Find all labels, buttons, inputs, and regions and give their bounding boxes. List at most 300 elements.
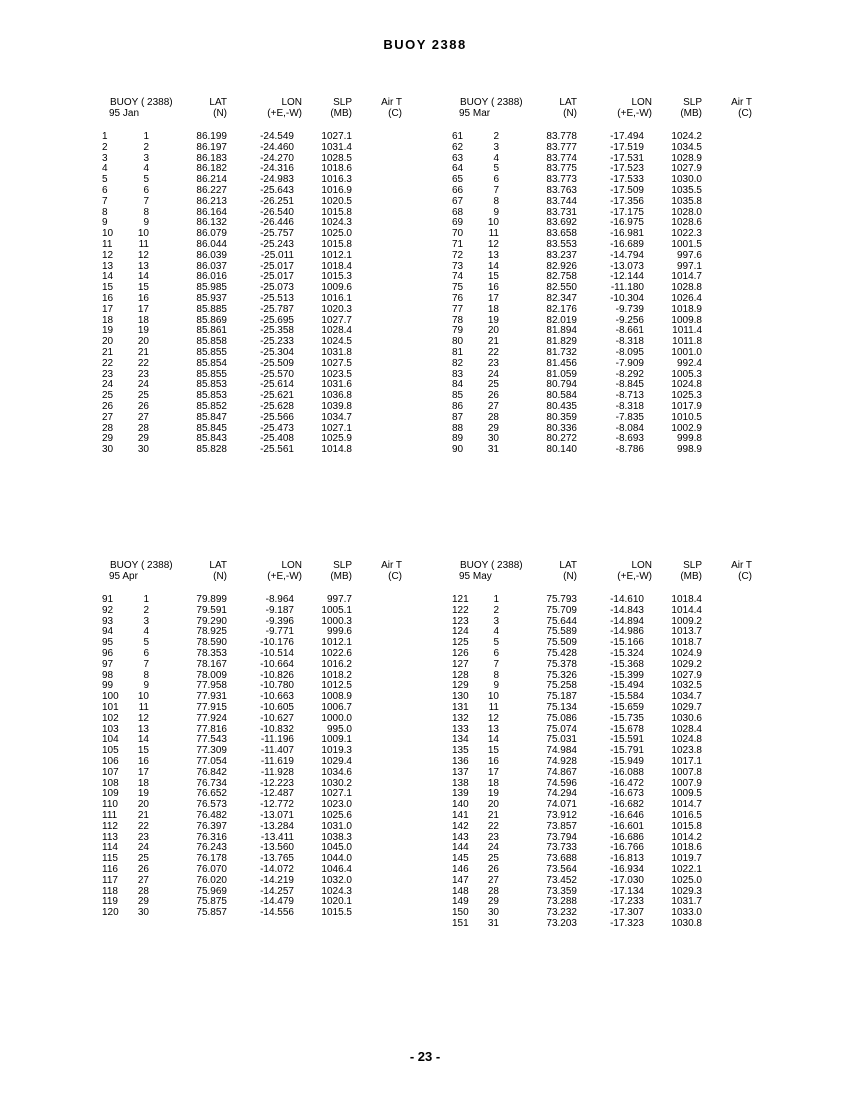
day-cell: 26 [137, 400, 149, 412]
table-row [102, 896, 472, 907]
day-of-year-cell: 5 [102, 174, 108, 186]
lat-cell: 75.258 [546, 680, 577, 692]
day-of-year-cell: 126 [452, 647, 469, 659]
table-row [452, 444, 822, 455]
day-of-year-cell: 73 [452, 260, 464, 272]
lon-cell: -17.509 [610, 184, 644, 196]
lat-cell: 76.178 [196, 853, 227, 865]
lat-cell: 80.359 [546, 411, 577, 423]
day-cell: 10 [487, 691, 499, 703]
table-row [452, 185, 822, 196]
lat-cell: 75.378 [546, 658, 577, 670]
day-of-year-cell: 141 [452, 809, 469, 821]
lat-cell: 78.167 [196, 658, 227, 670]
day-of-year-cell: 144 [452, 842, 469, 854]
table-row [452, 261, 822, 272]
table-row [452, 304, 822, 315]
slp-cell: 1028.9 [671, 152, 702, 164]
day-of-year-cell: 147 [452, 874, 469, 886]
lon-cell: -8.693 [615, 433, 644, 445]
day-of-year-cell: 134 [452, 734, 469, 746]
lon-cell: -16.682 [610, 799, 644, 811]
day-cell: 17 [487, 766, 499, 778]
slp-cell: 1006.7 [321, 701, 352, 713]
table-row [102, 185, 472, 196]
table-row [102, 810, 472, 821]
lon-cell: -25.408 [260, 433, 294, 445]
slp-cell: 1012.1 [321, 249, 352, 261]
lon-cell: -17.533 [610, 174, 644, 186]
lon-cell: -14.072 [260, 863, 294, 875]
air-temp-unit: (C) [388, 571, 402, 582]
day-cell: 12 [137, 249, 149, 261]
day-cell: 22 [137, 820, 149, 832]
slp-cell: 995.0 [326, 723, 352, 735]
day-cell: 7 [493, 184, 499, 196]
day-of-year-cell: 123 [452, 615, 469, 627]
slp-cell: 1027.9 [671, 163, 702, 175]
table-row [102, 163, 472, 174]
lat-cell: 77.309 [196, 745, 227, 757]
day-cell: 3 [493, 141, 499, 153]
lat-cell: 82.758 [546, 271, 577, 283]
day-cell: 30 [137, 907, 149, 919]
table-row [452, 670, 822, 681]
day-cell: 27 [137, 874, 149, 886]
table-row [102, 423, 472, 434]
table-row [452, 336, 822, 347]
day-of-year-cell: 13 [102, 260, 114, 272]
table-row [452, 217, 822, 228]
lon-cell: -8.292 [615, 368, 644, 380]
slp-cell: 1034.5 [671, 141, 702, 153]
table-row [102, 842, 472, 853]
slp-cell: 1016.5 [671, 809, 702, 821]
lon-cell: -16.646 [610, 809, 644, 821]
lon-unit: (+E,-W) [267, 571, 302, 582]
day-cell: 10 [487, 217, 499, 229]
lat-cell: 77.054 [196, 755, 227, 767]
day-of-year-cell: 7 [102, 195, 108, 207]
lon-cell: -10.663 [260, 691, 294, 703]
day-of-year-cell: 88 [452, 422, 464, 434]
day-cell: 28 [487, 885, 499, 897]
table-row [452, 315, 822, 326]
day-of-year-cell: 128 [452, 669, 469, 681]
day-cell: 14 [137, 271, 149, 283]
lon-header: LON [281, 97, 302, 108]
lon-cell: -15.659 [610, 701, 644, 713]
day-cell: 14 [487, 260, 499, 272]
table-row [452, 271, 822, 282]
day-of-year-cell: 26 [102, 400, 114, 412]
lon-cell: -25.017 [260, 260, 294, 272]
day-cell: 7 [143, 658, 149, 670]
day-of-year-cell: 11 [102, 238, 113, 250]
lat-cell: 74.928 [546, 755, 577, 767]
lat-cell: 85.828 [196, 444, 227, 456]
lat-unit: (N) [213, 571, 227, 582]
day-of-year-cell: 127 [452, 658, 469, 670]
lon-cell: -13.560 [260, 842, 294, 854]
lon-cell: -14.479 [260, 896, 294, 908]
day-cell: 4 [493, 626, 499, 638]
lat-cell: 78.009 [196, 669, 227, 681]
table-row [452, 131, 822, 142]
lon-cell: -25.513 [260, 292, 294, 304]
slp-header: SLP [333, 560, 352, 571]
lat-cell: 80.336 [546, 422, 577, 434]
lon-cell: -25.566 [260, 411, 294, 423]
lon-header: LON [631, 97, 652, 108]
day-cell: 10 [137, 691, 149, 703]
slp-cell: 1028.5 [321, 152, 352, 164]
day-cell: 30 [487, 907, 499, 919]
table-row [452, 832, 822, 843]
lat-cell: 75.875 [196, 896, 227, 908]
day-cell: 5 [493, 637, 499, 649]
day-cell: 20 [137, 799, 149, 811]
lon-cell: -16.689 [610, 238, 644, 250]
day-of-year-cell: 137 [452, 766, 469, 778]
lon-cell: -16.975 [610, 217, 644, 229]
buoy-label: BUOY ( 2388) [460, 97, 523, 108]
lat-cell: 82.019 [546, 314, 577, 326]
lon-cell: -25.243 [260, 238, 294, 250]
buoy-label: BUOY ( 2388) [110, 560, 173, 571]
slp-cell: 998.9 [676, 444, 702, 456]
day-of-year-cell: 17 [102, 303, 114, 315]
day-cell: 25 [487, 853, 499, 865]
lon-cell: -15.678 [610, 723, 644, 735]
table-row [102, 239, 472, 250]
lon-cell: -24.983 [260, 174, 294, 186]
lon-cell: -26.251 [260, 195, 294, 207]
day-of-year-cell: 71 [452, 238, 464, 250]
lat-header: LAT [559, 97, 577, 108]
lon-cell: -25.233 [260, 336, 294, 348]
slp-cell: 1025.0 [671, 874, 702, 886]
day-cell: 18 [137, 777, 149, 789]
table-row [102, 767, 472, 778]
day-cell: 7 [493, 658, 499, 670]
slp-cell: 1030.0 [671, 174, 702, 186]
lat-cell: 75.086 [546, 712, 577, 724]
day-of-year-cell: 69 [452, 217, 464, 229]
lon-cell: -9.187 [265, 604, 294, 616]
table-row [452, 142, 822, 153]
table-row [452, 821, 822, 832]
slp-cell: 1019.7 [671, 853, 702, 865]
table-row [452, 637, 822, 648]
lon-cell: -11.619 [260, 755, 294, 767]
day-of-year-cell: 109 [102, 788, 119, 800]
day-cell: 5 [493, 163, 499, 175]
table-row [452, 616, 822, 627]
slp-cell: 1001.5 [671, 238, 702, 250]
lat-cell: 75.187 [546, 691, 577, 703]
slp-cell: 1027.1 [321, 131, 352, 142]
table-row [452, 412, 822, 423]
lon-cell: -14.986 [610, 626, 644, 638]
lon-cell: -8.095 [615, 346, 644, 358]
day-cell: 6 [143, 647, 149, 659]
table-row [102, 153, 472, 164]
day-of-year-cell: 92 [102, 604, 114, 616]
day-cell: 3 [493, 615, 499, 627]
day-of-year-cell: 107 [102, 766, 119, 778]
day-of-year-cell: 62 [452, 141, 464, 153]
slp-cell: 1020.1 [321, 896, 352, 908]
lat-cell: 86.214 [196, 174, 227, 186]
lon-cell: -8.845 [615, 379, 644, 391]
day-cell: 8 [493, 195, 499, 207]
day-of-year-cell: 146 [452, 863, 469, 875]
slp-cell: 1016.3 [321, 174, 352, 186]
table-row [452, 369, 822, 380]
slp-cell: 1007.8 [671, 766, 702, 778]
day-cell: 6 [493, 647, 499, 659]
day-of-year-cell: 101 [102, 701, 119, 713]
slp-cell: 1038.3 [321, 831, 352, 843]
table-row [452, 626, 822, 637]
day-of-year-cell: 85 [452, 390, 464, 402]
slp-cell: 1014.2 [671, 831, 702, 843]
slp-cell: 1017.1 [671, 755, 702, 767]
lon-cell: -24.460 [260, 141, 294, 153]
day-cell: 8 [143, 206, 149, 218]
lat-cell: 85.861 [196, 325, 227, 337]
lat-cell: 86.039 [196, 249, 227, 261]
day-of-year-cell: 83 [452, 368, 464, 380]
day-of-year-cell: 68 [452, 206, 464, 218]
slp-cell: 1010.5 [671, 411, 702, 423]
day-of-year-cell: 121 [452, 594, 469, 605]
slp-unit: (MB) [330, 571, 352, 582]
lon-cell: -17.494 [610, 131, 644, 142]
day-cell: 19 [137, 325, 149, 337]
lon-cell: -25.787 [260, 303, 294, 315]
lon-cell: -13.411 [260, 831, 294, 843]
lat-cell: 73.232 [546, 907, 577, 919]
day-of-year-cell: 76 [452, 292, 464, 304]
lon-cell: -17.356 [610, 195, 644, 207]
table-row [452, 659, 822, 670]
lat-header: LAT [209, 560, 227, 571]
lon-cell: -10.780 [260, 680, 294, 692]
lon-cell: -15.494 [610, 680, 644, 692]
lon-cell: -25.621 [260, 390, 294, 402]
slp-cell: 1029.3 [671, 885, 702, 897]
slp-cell: 1028.8 [671, 282, 702, 294]
lon-cell: -10.514 [260, 647, 294, 659]
day-cell: 18 [137, 314, 149, 326]
day-cell: 26 [487, 390, 499, 402]
lat-cell: 75.793 [546, 594, 577, 605]
day-cell: 20 [487, 325, 499, 337]
table-row [452, 239, 822, 250]
slp-cell: 997.6 [676, 249, 702, 261]
lon-unit: (+E,-W) [617, 108, 652, 119]
lon-cell: -10.176 [260, 637, 294, 649]
lat-cell: 76.070 [196, 863, 227, 875]
day-of-year-cell: 6 [102, 184, 108, 196]
table-row [452, 886, 822, 897]
lon-cell: -16.981 [610, 228, 644, 240]
period-label: 95 May [459, 571, 492, 582]
slp-cell: 997.1 [676, 260, 702, 272]
lat-cell: 76.316 [196, 831, 227, 843]
lat-header: LAT [209, 97, 227, 108]
table-row [102, 724, 472, 735]
table-row [452, 691, 822, 702]
table-row [102, 756, 472, 767]
lat-cell: 80.272 [546, 433, 577, 445]
day-of-year-cell: 91 [102, 594, 114, 605]
table-row [452, 918, 822, 929]
table-row [102, 853, 472, 864]
table-row [452, 842, 822, 853]
day-of-year-cell: 130 [452, 691, 469, 703]
table-row [102, 886, 472, 897]
slp-cell: 1045.0 [321, 842, 352, 854]
lon-cell: -10.627 [260, 712, 294, 724]
lat-cell: 86.164 [196, 206, 227, 218]
lat-cell: 81.059 [546, 368, 577, 380]
day-cell: 8 [493, 669, 499, 681]
day-of-year-cell: 81 [452, 346, 464, 358]
lon-cell: -15.735 [610, 712, 644, 724]
slp-cell: 1034.6 [321, 766, 352, 778]
day-cell: 21 [487, 336, 499, 348]
period-label: 95 Mar [459, 108, 491, 119]
table-row [102, 433, 472, 444]
table-row [452, 788, 822, 799]
table-row [102, 369, 472, 380]
lat-cell: 85.985 [196, 282, 227, 294]
data-rows [102, 131, 472, 455]
slp-cell: 1028.6 [671, 217, 702, 229]
slp-cell: 1034.7 [671, 691, 702, 703]
slp-cell: 1018.9 [671, 303, 702, 315]
table-row [102, 788, 472, 799]
slp-cell: 1032.5 [671, 680, 702, 692]
day-of-year-cell: 135 [452, 745, 469, 757]
lat-cell: 83.773 [546, 174, 577, 186]
day-of-year-cell: 70 [452, 228, 464, 240]
day-of-year-cell: 111 [102, 809, 118, 821]
day-of-year-cell: 122 [452, 604, 469, 616]
lat-cell: 73.359 [546, 885, 577, 897]
table-row [452, 907, 822, 918]
air-temp-header: Air T [381, 97, 402, 108]
lat-cell: 86.079 [196, 228, 227, 240]
day-of-year-cell: 82 [452, 357, 464, 369]
slp-cell: 1027.5 [321, 357, 352, 369]
lon-cell: -25.073 [260, 282, 294, 294]
block-header [452, 97, 822, 119]
slp-cell: 1044.0 [321, 853, 352, 865]
lon-cell: -16.934 [610, 863, 644, 875]
table-row [452, 648, 822, 659]
table-row [102, 670, 472, 681]
lat-cell: 76.482 [196, 809, 227, 821]
day-of-year-cell: 19 [102, 325, 114, 337]
day-cell: 20 [137, 336, 149, 348]
day-of-year-cell: 112 [102, 820, 118, 832]
table-row [452, 734, 822, 745]
day-cell: 18 [487, 303, 499, 315]
lon-header: LON [631, 560, 652, 571]
table-row [102, 626, 472, 637]
slp-cell: 1046.4 [321, 863, 352, 875]
table-row [452, 896, 822, 907]
day-cell: 11 [138, 701, 149, 713]
table-row [452, 358, 822, 369]
slp-cell: 1029.2 [671, 658, 702, 670]
slp-cell: 1024.8 [671, 734, 702, 746]
day-cell: 29 [487, 896, 499, 908]
day-of-year-cell: 105 [102, 745, 119, 757]
lat-cell: 74.294 [546, 788, 577, 800]
day-cell: 18 [487, 777, 499, 789]
day-of-year-cell: 22 [102, 357, 114, 369]
air-temp-header: Air T [731, 97, 752, 108]
lon-cell: -12.144 [610, 271, 644, 283]
day-of-year-cell: 9 [102, 217, 108, 229]
day-cell: 24 [487, 842, 499, 854]
lat-cell: 76.734 [196, 777, 227, 789]
lon-cell: -7.835 [615, 411, 644, 423]
lon-cell: -13.073 [610, 260, 644, 272]
day-cell: 15 [137, 745, 149, 757]
slp-cell: 1029.4 [321, 755, 352, 767]
day-of-year-cell: 64 [452, 163, 464, 175]
day-cell: 20 [487, 799, 499, 811]
slp-cell: 1015.5 [321, 907, 352, 919]
day-cell: 23 [137, 368, 149, 380]
day-cell: 2 [143, 141, 149, 153]
lat-cell: 75.857 [196, 907, 227, 919]
lon-cell: -10.664 [260, 658, 294, 670]
slp-cell: 1035.5 [671, 184, 702, 196]
lat-cell: 77.915 [196, 701, 227, 713]
lon-cell: -25.358 [260, 325, 294, 337]
lat-cell: 76.652 [196, 788, 227, 800]
slp-cell: 997.7 [326, 594, 352, 605]
day-of-year-cell: 65 [452, 174, 464, 186]
lat-cell: 86.197 [196, 141, 227, 153]
lon-cell: -14.610 [610, 594, 644, 605]
table-row [102, 228, 472, 239]
lat-cell: 73.857 [546, 820, 577, 832]
slp-cell: 992.4 [676, 357, 702, 369]
day-of-year-cell: 90 [452, 444, 464, 456]
day-cell: 21 [487, 809, 499, 821]
day-cell: 29 [487, 422, 499, 434]
slp-cell: 1020.3 [321, 303, 352, 315]
day-cell: 22 [487, 346, 499, 358]
day-of-year-cell: 8 [102, 206, 108, 218]
slp-cell: 1035.8 [671, 195, 702, 207]
table-row [102, 745, 472, 756]
table-row [102, 799, 472, 810]
day-of-year-cell: 29 [102, 433, 114, 445]
lon-cell: -9.396 [265, 615, 294, 627]
lon-cell: -14.894 [610, 615, 644, 627]
day-cell: 17 [487, 292, 499, 304]
lon-cell: -10.826 [260, 669, 294, 681]
